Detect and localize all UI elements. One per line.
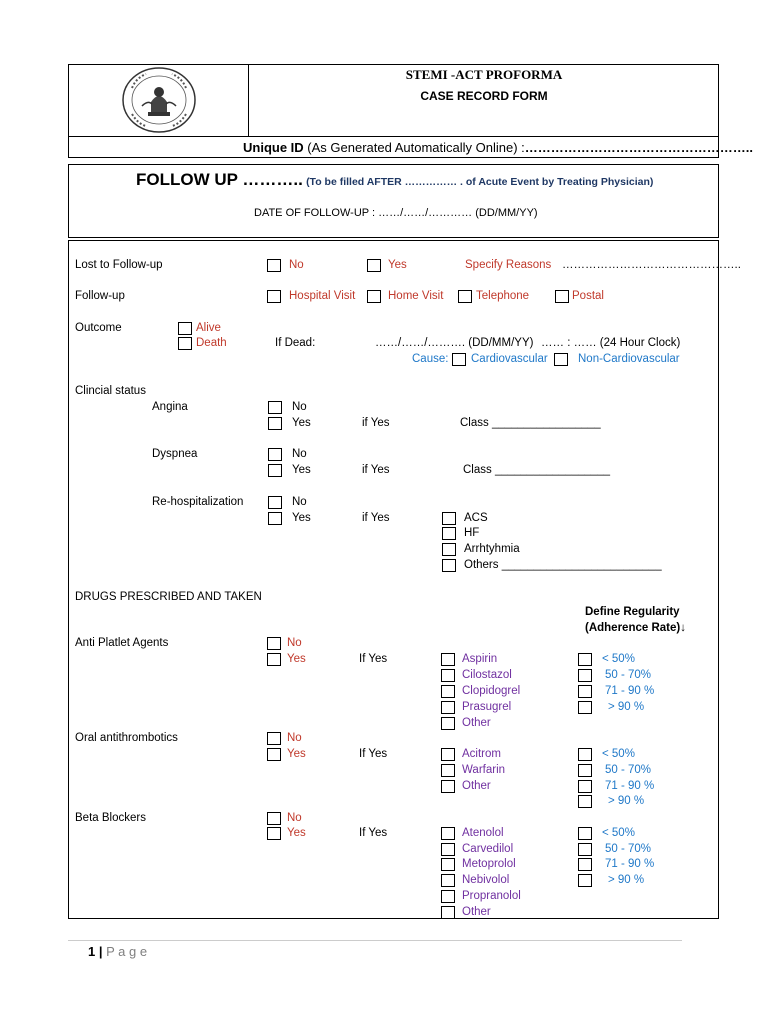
page-footer bbox=[88, 945, 147, 959]
lost-label: Lost to Follow-up bbox=[75, 259, 163, 271]
rehosp-others-field[interactable]: Others _________________________ bbox=[464, 559, 662, 571]
antiplatelet-no-label: No bbox=[287, 637, 302, 649]
antiplatelet-rate-1-checkbox[interactable] bbox=[578, 653, 592, 666]
antiplatelet-rate-4-label: > 90 % bbox=[608, 701, 645, 713]
dyspnea-no-label: No bbox=[292, 448, 307, 460]
angina-yes-checkbox[interactable] bbox=[268, 417, 282, 430]
if-dead-label: If Dead: bbox=[275, 337, 316, 349]
outcome-label: Outcome bbox=[75, 322, 122, 334]
oral-no-checkbox[interactable] bbox=[267, 732, 281, 745]
oral-rate-2-checkbox[interactable] bbox=[578, 764, 592, 777]
acitrom-label: Acitrom bbox=[462, 748, 501, 760]
lost-no-label: No bbox=[289, 259, 304, 271]
unique-id-field[interactable]: …………………………………………….. bbox=[524, 140, 754, 155]
warfarin-label: Warfarin bbox=[462, 764, 506, 776]
regularity-heading-1: Define Regularity bbox=[585, 606, 680, 618]
beta-other-label: Other bbox=[462, 906, 491, 918]
lost-specify-label: Specify Reasons bbox=[465, 259, 552, 271]
nebivolol-checkbox[interactable] bbox=[441, 874, 455, 887]
beta-rate-4-checkbox[interactable] bbox=[578, 874, 592, 887]
acs-checkbox[interactable] bbox=[442, 512, 456, 525]
oral-rate-1-label: < 50% bbox=[602, 748, 635, 760]
followup-label: Follow-up bbox=[75, 290, 125, 302]
beta-rate-2-label: 50 - 70% bbox=[605, 843, 652, 855]
death-date-field[interactable]: ……/……/………. (DD/MM/YY) bbox=[375, 337, 534, 349]
home-visit-label: Home Visit bbox=[388, 290, 444, 302]
followup-date[interactable]: DATE OF FOLLOW-UP : ……/……/………… (DD/MM/YY) bbox=[254, 207, 538, 219]
beta-yes-checkbox[interactable] bbox=[267, 827, 281, 840]
rehosp-no-label: No bbox=[292, 496, 307, 508]
death-checkbox[interactable] bbox=[178, 337, 192, 350]
beta-no-checkbox[interactable] bbox=[267, 812, 281, 825]
angina-label: Angina bbox=[152, 401, 188, 413]
antiplatelet-rate-3-checkbox[interactable] bbox=[578, 685, 592, 698]
beta-yes-label: Yes bbox=[287, 827, 306, 839]
aspirin-label: Aspirin bbox=[462, 653, 498, 665]
lost-yes-label: Yes bbox=[388, 259, 407, 271]
aspirin-checkbox[interactable] bbox=[441, 653, 455, 666]
postal-checkbox[interactable] bbox=[555, 290, 569, 303]
arrhythmia-label: Arrhtyhmia bbox=[464, 543, 520, 555]
oral-if-yes: If Yes bbox=[359, 748, 388, 760]
antiplatelet-rate-2-label: 50 - 70% bbox=[605, 669, 652, 681]
beta-label: Beta Blockers bbox=[75, 812, 146, 824]
oral-rate-2-label: 50 - 70% bbox=[605, 764, 652, 776]
angina-no-label: No bbox=[292, 401, 307, 413]
oral-rate-1-checkbox[interactable] bbox=[578, 748, 592, 761]
rehosp-no-checkbox[interactable] bbox=[268, 496, 282, 509]
followup-title-line bbox=[136, 170, 654, 189]
lost-specify-field[interactable]: ……………………………………….. bbox=[562, 259, 741, 271]
beta-rate-2-checkbox[interactable] bbox=[578, 843, 592, 856]
antiplatelet-if-yes: If Yes bbox=[359, 653, 388, 665]
footer-divider bbox=[68, 940, 682, 941]
acitrom-checkbox[interactable] bbox=[441, 748, 455, 761]
hospital-visit-checkbox[interactable] bbox=[267, 290, 281, 303]
non-cardiovascular-label: Non-Cardiovascular bbox=[578, 353, 680, 365]
non-cardiovascular-checkbox[interactable] bbox=[554, 353, 568, 366]
oral-other-label: Other bbox=[462, 780, 491, 792]
header-hline bbox=[68, 136, 719, 137]
dyspnea-yes-label: Yes bbox=[292, 464, 311, 476]
antiplatelet-rate-1-label: < 50% bbox=[602, 653, 635, 665]
beta-rate-3-checkbox[interactable] bbox=[578, 858, 592, 871]
atenolol-checkbox[interactable] bbox=[441, 827, 455, 840]
antiplatelet-other-checkbox[interactable] bbox=[441, 717, 455, 730]
page-word: P a g e bbox=[106, 944, 148, 959]
oral-rate-3-label: 71 - 90 % bbox=[605, 780, 655, 792]
propranolol-checkbox[interactable] bbox=[441, 890, 455, 903]
regularity-heading-2: (Adherence Rate)↓ bbox=[585, 622, 686, 634]
beta-rate-1-checkbox[interactable] bbox=[578, 827, 592, 840]
telephone-label: Telephone bbox=[476, 290, 530, 302]
lost-yes-checkbox[interactable] bbox=[367, 259, 381, 272]
cilostazol-checkbox[interactable] bbox=[441, 669, 455, 682]
followup-note: (To be filled AFTER …………… . of Acute Event by Treating Physician) bbox=[306, 176, 654, 188]
cilostazol-label: Cilostazol bbox=[462, 669, 512, 681]
death-label: Death bbox=[196, 337, 227, 349]
emblem-logo bbox=[118, 66, 200, 134]
beta-other-checkbox[interactable] bbox=[441, 906, 455, 919]
antiplatelet-no-checkbox[interactable] bbox=[267, 637, 281, 650]
clopidogrel-checkbox[interactable] bbox=[441, 685, 455, 698]
propranolol-label: Propranolol bbox=[462, 890, 521, 902]
antiplatelet-rate-4-checkbox[interactable] bbox=[578, 701, 592, 714]
oral-other-checkbox[interactable] bbox=[441, 780, 455, 793]
cardiovascular-checkbox[interactable] bbox=[452, 353, 466, 366]
rehosp-if-yes: if Yes bbox=[362, 512, 390, 524]
prasugrel-label: Prasugrel bbox=[462, 701, 512, 713]
antiplatelet-other-label: Other bbox=[462, 717, 491, 729]
metoprolol-checkbox[interactable] bbox=[441, 858, 455, 871]
oral-rate-4-label: > 90 % bbox=[608, 795, 645, 807]
unique-id-line bbox=[243, 141, 753, 155]
atenolol-label: Atenolol bbox=[462, 827, 504, 839]
unique-id-note: (As Generated Automatically Online) : bbox=[303, 140, 525, 155]
alive-checkbox[interactable] bbox=[178, 322, 192, 335]
oral-rate-4-checkbox[interactable] bbox=[578, 795, 592, 808]
angina-no-checkbox[interactable] bbox=[268, 401, 282, 414]
dyspnea-no-checkbox[interactable] bbox=[268, 448, 282, 461]
antiplatelet-rate-2-checkbox[interactable] bbox=[578, 669, 592, 682]
metoprolol-label: Metoprolol bbox=[462, 858, 516, 870]
angina-yes-label: Yes bbox=[292, 417, 311, 429]
alive-label: Alive bbox=[196, 322, 221, 334]
hf-label: HF bbox=[464, 527, 480, 539]
beta-rate-1-label: < 50% bbox=[602, 827, 635, 839]
cardiovascular-label: Cardiovascular bbox=[471, 353, 548, 365]
beta-if-yes: If Yes bbox=[359, 827, 388, 839]
rehosp-yes-checkbox[interactable] bbox=[268, 512, 282, 525]
antiplatelet-label: Anti Platlet Agents bbox=[75, 637, 169, 649]
oral-yes-label: Yes bbox=[287, 748, 306, 760]
page-sep: | bbox=[95, 944, 107, 959]
home-visit-checkbox[interactable] bbox=[367, 290, 381, 303]
rehosp-others-checkbox[interactable] bbox=[442, 559, 456, 572]
prasugrel-checkbox[interactable] bbox=[441, 701, 455, 714]
dyspnea-yes-checkbox[interactable] bbox=[268, 464, 282, 477]
postal-label: Postal bbox=[572, 290, 604, 302]
antiplatelet-rate-3-label: 71 - 90 % bbox=[605, 685, 655, 697]
arrhythmia-checkbox[interactable] bbox=[442, 543, 456, 556]
unique-id-label: Unique ID bbox=[243, 140, 304, 155]
hf-checkbox[interactable] bbox=[442, 527, 456, 540]
cause-label: Cause: bbox=[412, 353, 449, 365]
oral-label: Oral antithrombotics bbox=[75, 732, 178, 744]
rehosp-yes-label: Yes bbox=[292, 512, 311, 524]
oral-yes-checkbox[interactable] bbox=[267, 748, 281, 761]
antiplatelet-yes-checkbox[interactable] bbox=[267, 653, 281, 666]
carvedilol-label: Carvedilol bbox=[462, 843, 514, 855]
dyspnea-label: Dyspnea bbox=[152, 448, 198, 460]
oral-no-label: No bbox=[287, 732, 302, 744]
lost-no-checkbox[interactable] bbox=[267, 259, 281, 272]
form-title: STEMI -ACT PROFORMA bbox=[405, 67, 563, 82]
beta-rate-3-label: 71 - 90 % bbox=[605, 858, 655, 870]
antiplatelet-yes-label: Yes bbox=[287, 653, 306, 665]
death-time-field[interactable]: …… : …… (24 Hour Clock) bbox=[541, 337, 681, 349]
telephone-checkbox[interactable] bbox=[458, 290, 472, 303]
form-subtitle: CASE RECORD FORM bbox=[420, 89, 548, 103]
dyspnea-if-yes: if Yes bbox=[362, 464, 390, 476]
oral-rate-3-checkbox[interactable] bbox=[578, 780, 592, 793]
beta-no-label: No bbox=[287, 812, 302, 824]
warfarin-checkbox[interactable] bbox=[441, 764, 455, 777]
rehosp-label: Re-hospitalization bbox=[152, 496, 244, 508]
drugs-label: DRUGS PRESCRIBED AND TAKEN bbox=[75, 591, 262, 603]
acs-label: ACS bbox=[464, 512, 488, 524]
angina-if-yes: if Yes bbox=[362, 417, 390, 429]
dyspnea-class-field[interactable]: Class __________________ bbox=[463, 464, 611, 476]
page-number: 1 bbox=[88, 944, 96, 959]
hospital-visit-label: Hospital Visit bbox=[289, 290, 356, 302]
angina-class-field[interactable]: Class _________________ bbox=[460, 417, 601, 429]
followup-title: FOLLOW UP ……….. bbox=[136, 170, 303, 189]
clopidogrel-label: Clopidogrel bbox=[462, 685, 521, 697]
clinical-label: Clincial status bbox=[75, 385, 146, 397]
carvedilol-checkbox[interactable] bbox=[441, 843, 455, 856]
nebivolol-label: Nebivolol bbox=[462, 874, 510, 886]
beta-rate-4-label: > 90 % bbox=[608, 874, 645, 886]
